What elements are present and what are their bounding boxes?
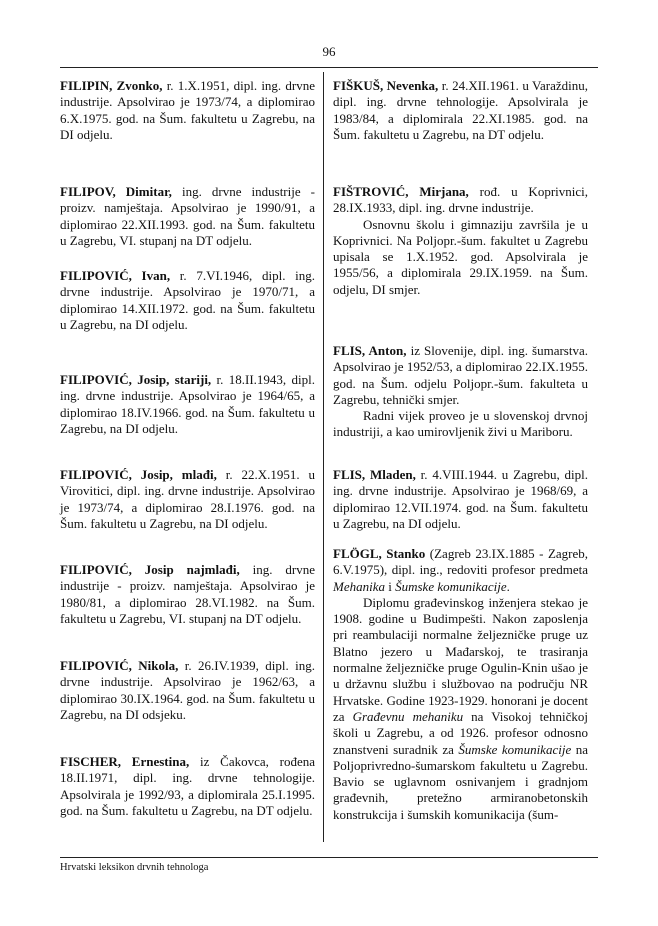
entry-paragraph	[333, 408, 588, 441]
entry-paragraph	[60, 658, 315, 723]
entry-flogl-stanko	[333, 546, 588, 823]
entry-filipovic-josip-najmladi	[60, 562, 315, 627]
entry-text: r. 18.II.1943, dipl. ing. drvne industrije. Apsolvirao je 1964/65, a diplomirao 18.IV.1966. god. na Šum. fakultetu u Zagrebu, na DI odjelu.	[60, 372, 315, 436]
entry-text: (Zagreb 23.IX.1885 - Zagreb, 6.V.1975), dipl. ing., redoviti profesor predmeta	[333, 546, 589, 578]
entry-filipin-zvonko	[60, 78, 315, 143]
entry-text: i	[384, 578, 396, 594]
entry-headword: FILIPOV, Dimitar,	[60, 184, 172, 199]
entry-fistrovic-mirjana	[333, 184, 588, 298]
entry-headword: FILIPOVIĆ, Ivan,	[60, 268, 171, 283]
entry-text: r. 7.VI.1946, dipl. ing. drvne industrije. Apsolvirao je 1970/71, a diplomirao 14.XII.1972. god. na Šum. fakultetu u Zagrebu, na DI odjelu.	[60, 268, 315, 332]
entry-text: r. 22.X.1951. u Virovitici, dipl. ing. drvne industrije. Apsolvirao je 1973/74, a diplomirao 28.I.1976. god. na Šum. fakultetu u Zagrebu, na DI odjelu.	[60, 467, 315, 531]
entry-text: na Poljoprivredno-šumarskom fakultetu u Zagrebu. Bavio se uglavnom osnivanjem i gradnjom građevnih, pretežno armiranobetonskih konstrukcija i šumskih komunikacija (šum-	[333, 741, 588, 822]
entry-italic-text: Građevnu mehaniku	[352, 708, 464, 724]
entry-text: .	[506, 578, 510, 594]
entry-headword: FILIPOVIĆ, Nikola,	[60, 658, 179, 673]
entry-text: iz Slovenije, dipl. ing. šumarstva. Apsolvirao je 1952/53, a diplomirao 22.IX.1955. god. na Šum. odjelu Poljopr.-šum. fakulteta u Zagrebu, tehnički smjer.	[333, 343, 588, 407]
entry-headword: FLIS, Mladen,	[333, 467, 416, 482]
entry-text: Radni vijek proveo je u slovenskoj drvnoj industriji, a kao umirovljenik živi u Mariboru.	[333, 408, 588, 440]
entry-fiskus-nevenka	[333, 78, 588, 143]
entry-paragraph	[333, 217, 588, 298]
entry-text: Osnovnu školu i gimnaziju završila je u Koprivnici. Na Poljopr.-šum. fakultet u Zagrebu upisala se 1.X.1952. god. Apsolvirala je 1955/56, a diplomirala 29.IX.1959. na Šum. odjelu, DI smjer.	[333, 216, 588, 297]
top-rule	[60, 67, 598, 68]
entry-italic-text: Mehanika	[333, 578, 385, 594]
entry-paragraph	[60, 562, 315, 627]
entry-paragraph	[60, 184, 315, 249]
page-number: 96	[322, 44, 336, 59]
entry-headword: FIŠTROVIĆ, Mirjana,	[333, 184, 469, 199]
entry-headword: FILIPOVIĆ, Josip, mlađi,	[60, 467, 217, 482]
entry-paragraph	[60, 268, 315, 333]
entry-headword: FILIPOVIĆ, Josip, stariji,	[60, 372, 212, 387]
entry-text: ing. drvne industrije - proizv. namještaja. Apsolvirao je 1980/81, a diplomirao 28.VI.1982. na Šum. fakultetu u Zagrebu, VI. stupanj na DT odjelu.	[60, 562, 315, 626]
entry-headword: FILIPOVIĆ, Josip najmlađi,	[60, 562, 240, 577]
entry-filipovic-josip-stariji	[60, 372, 315, 437]
entry-paragraph	[333, 184, 588, 217]
entry-filipov-dimitar	[60, 184, 315, 249]
entry-text: ing. drvne industrije - proizv. namještaja. Apsolvirao je 1990/91, a diplomirao 22.XII.1993. god. na Šum. fakultetu u Zagrebu, VI. stupanj na DT odjelu.	[60, 184, 316, 248]
entry-text: r. 1.X.1951, dipl. ing. drvne industrije. Apsolvirao je 1973/74, a diplomirao 6.X.1975. god. na Šum. fakultetu u Zagrebu, na DI odjelu.	[60, 78, 315, 142]
bottom-rule	[60, 857, 598, 858]
entry-paragraph	[60, 754, 315, 819]
entry-headword: FILIPIN, Zvonko,	[60, 78, 163, 93]
entry-paragraph	[333, 78, 588, 143]
entry-paragraph	[333, 343, 588, 408]
entry-filipovic-nikola	[60, 658, 315, 723]
entry-headword: FIŠKUŠ, Nevenka,	[333, 78, 439, 93]
entry-text: iz Čakovca, rođena 18.II.1971, dipl. ing. drvne tehnologije. Apsolvirala je 1992/93, a diplomirala 25.I.1995. god. na Šum. fakultetu u Zagrebu, na DT odjelu.	[60, 754, 316, 818]
entry-italic-text: Šumske komunikacije	[458, 741, 572, 757]
entry-flis-mladen	[333, 467, 588, 532]
entry-headword: FLIS, Anton,	[333, 343, 407, 358]
entry-italic-text: Šumske komunikacije	[395, 578, 507, 594]
entry-text: r. 26.IV.1939, dipl. ing. drvne industrije. Apsolvirao je 1962/63, a diplomirao 30.IX.1964. god. na Šum. fakultetu u Zagrebu, na DI odsjeku.	[60, 658, 315, 722]
entry-text: r. 4.VIII.1944. u Zagrebu, dipl. ing. drvne industrije. Apsolvirao je 1968/69, a diplomirao 12.VII.1974. god. na Šum. fakultetu u Zagrebu, na DI odjelu.	[333, 467, 588, 531]
entry-paragraph	[333, 467, 588, 532]
entry-fischer-ernestina	[60, 754, 315, 819]
entry-text: rođ. u Koprivnici, 28.IX.1933, dipl. ing. drvne industrije.	[333, 184, 589, 216]
entry-text: r. 24.XII.1961. u Varaždinu, dipl. ing. drvne tehnologije. Apsolvirala je 1983/84, a diplomirala 22.XI.1985. god. na Šum. fakultetu u Zagrebu, na DT odjelu.	[333, 78, 588, 142]
entry-filipovic-ivan	[60, 268, 315, 333]
entry-headword: FISCHER, Ernestina,	[60, 754, 190, 769]
entry-paragraph	[333, 546, 588, 595]
entry-paragraph	[333, 595, 588, 823]
entry-paragraph	[60, 78, 315, 143]
entry-paragraph	[60, 467, 315, 532]
entry-text: Diplomu građevinskog inženjera stekao je 1908. godine u Budimpešti. Nakon zaposlenja pri reambulaciji normalne željezničke pruge uz Blatno jezero u Mađarskoj, te trasiranja normalne željezničke pruge Ogulin-Knin ušao je u državnu službu i službovao na području NR Hrvatske. Godine 1923-1929. honorani je docent za	[333, 594, 588, 724]
column-divider	[323, 72, 324, 842]
entry-filipovic-josip-mladi	[60, 467, 315, 532]
footer: Hrvatski leksikon drvnih tehnologa	[60, 862, 209, 873]
entry-text: na Visokoj tehničkoj školi u Zagrebu, a od 1926. profesor odnosno znanstveni suradnik za	[333, 708, 588, 757]
entry-flis-anton	[333, 343, 588, 441]
entry-paragraph	[60, 372, 315, 437]
entry-headword: FLÖGL, Stanko	[333, 546, 426, 561]
